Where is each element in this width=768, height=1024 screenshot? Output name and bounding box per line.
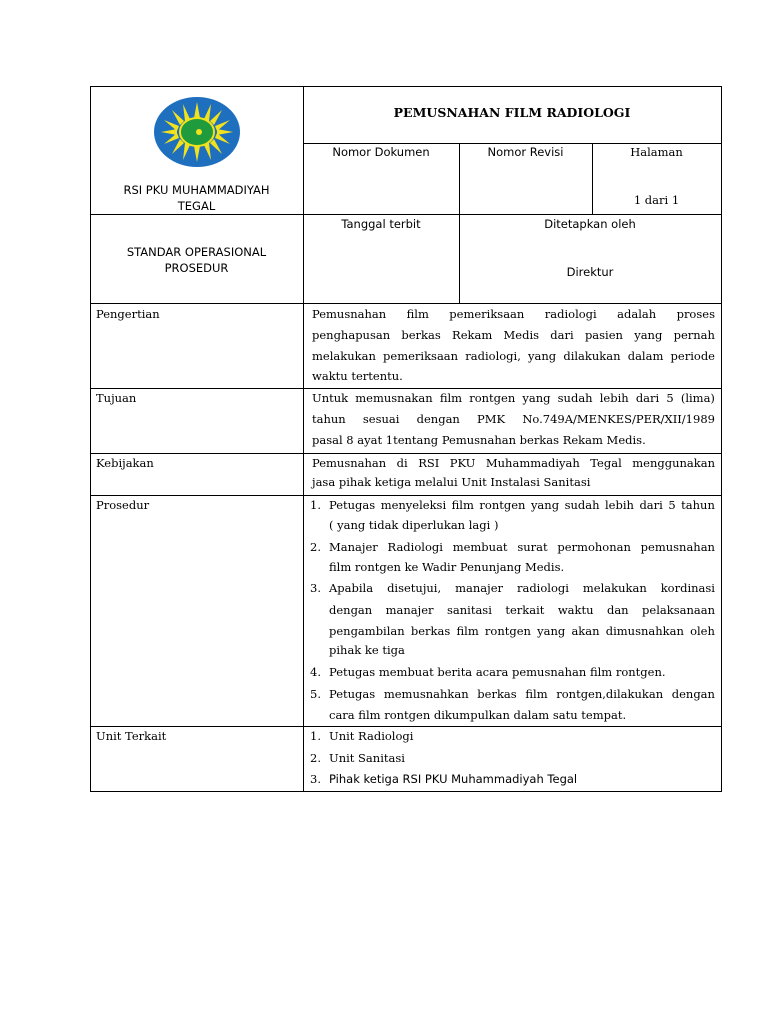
org-name-line1: RSI PKU MUHAMMADIYAH — [123, 183, 270, 197]
pengertian-line: waktu tertentu. — [312, 369, 403, 383]
kebijakan-line: Pemusnahan di RSI PKU Muhammadiyah Tegal menggunakan — [312, 456, 715, 470]
table-border-right — [721, 86, 722, 792]
table-border-bottom — [90, 791, 722, 792]
tanggal-terbit-label: Tanggal terbit — [341, 217, 421, 231]
prosedur-item-line: ( yang tidak diperlukan lagi ) — [329, 518, 499, 532]
tujuan-line: tahun sesuai dengan PMK No.749A/MENKES/PER/XII/1989 — [312, 412, 715, 426]
prosedur-item-line: pengambilan berkas film rontgen yang akan dimusnahkan oleh — [329, 624, 715, 638]
prosedur-item-line: film rontgen ke Wadir Penunjang Medis. — [329, 560, 565, 574]
halaman-label: Halaman — [630, 145, 683, 159]
table-rule — [90, 726, 722, 727]
table-rule — [90, 303, 722, 304]
kebijakan-line: jasa pihak ketiga melalui Unit Instalasi Sanitasi — [312, 475, 591, 489]
pengertian-line: Pemusnahan film pemeriksaan radiologi adalah proses — [312, 307, 715, 321]
unit-item-number: 3. — [310, 772, 321, 786]
doc-type-line1: STANDAR OPERASIONAL — [126, 245, 267, 259]
unit-item-text: Pihak ketiga RSI PKU Muhammadiyah Tegal — [329, 772, 578, 786]
ditetapkan-oleh-value: Direktur — [566, 265, 614, 279]
nomor-revisi-label: Nomor Revisi — [487, 145, 564, 159]
prosedur-item-line: cara film rontgen dikumpulkan dalam satu tempat. — [329, 708, 627, 722]
table-rule — [90, 495, 722, 496]
table-rule — [90, 214, 722, 215]
tujuan-line: pasal 8 ayat 1tentang Pemusnahan berkas Rekam Medis. — [312, 433, 646, 447]
pengertian-line: melakukan pemeriksaan radiologi, yang dilakukan dalam periode — [312, 349, 715, 363]
prosedur-item-line: Petugas memusnahkan berkas film rontgen,dilakukan dengan — [329, 687, 715, 701]
prosedur-item-number: 2. — [310, 540, 321, 554]
row-label-prosedur: Prosedur — [96, 498, 150, 512]
pengertian-line: penghapusan berkas Rekam Medis dari pasien yang pernah — [312, 328, 715, 342]
prosedur-item-line: Manajer Radiologi membuat surat permohonan pemusnahan — [329, 540, 715, 554]
row-label-kebijakan: Kebijakan — [96, 456, 154, 470]
row-label-tujuan: Tujuan — [96, 391, 137, 405]
prosedur-item-line: pihak ke tiga — [329, 643, 405, 657]
table-border-top — [90, 86, 722, 87]
muhammadiyah-sun-logo-icon — [153, 96, 241, 168]
ditetapkan-oleh-label: Ditetapkan oleh — [544, 217, 636, 231]
table-rule — [90, 453, 722, 454]
table-rule — [90, 388, 722, 389]
row-label-unit-terkait: Unit Terkait — [96, 729, 167, 743]
halaman-value: 1 dari 1 — [633, 193, 680, 207]
table-column-divider — [303, 86, 304, 792]
doc-type-line2: PROSEDUR — [164, 261, 229, 275]
document-title: PEMUSNAHAN FILM RADIOLOGI — [393, 105, 631, 120]
prosedur-item-number: 4. — [310, 665, 321, 679]
unit-item-text: Unit Radiologi — [329, 729, 414, 743]
prosedur-item-number: 5. — [310, 687, 321, 701]
tujuan-line: Untuk memusnakan film rontgen yang sudah lebih dari 5 (lima) — [312, 391, 715, 405]
prosedur-item-line: Apabila disetujui, manajer radiologi melakukan kordinasi — [329, 581, 715, 595]
unit-item-number: 2. — [310, 751, 321, 765]
unit-item-number: 1. — [310, 729, 321, 743]
prosedur-item-line: Petugas membuat berita acara pemusnahan film rontgen. — [329, 665, 666, 679]
prosedur-item-line: dengan manajer sanitasi terkait waktu dan pelaksanaan — [329, 603, 715, 617]
prosedur-item-number: 1. — [310, 498, 321, 512]
unit-item-text: Unit Sanitasi — [329, 751, 405, 765]
org-name-line2: TEGAL — [177, 199, 216, 213]
prosedur-item-line: Petugas menyeleksi film rontgen yang sudah lebih dari 5 tahun — [329, 498, 715, 512]
row-label-pengertian: Pengertian — [96, 307, 160, 321]
nomor-dokumen-label: Nomor Dokumen — [332, 145, 430, 159]
table-rule — [303, 143, 722, 144]
prosedur-item-number: 3. — [310, 581, 321, 595]
